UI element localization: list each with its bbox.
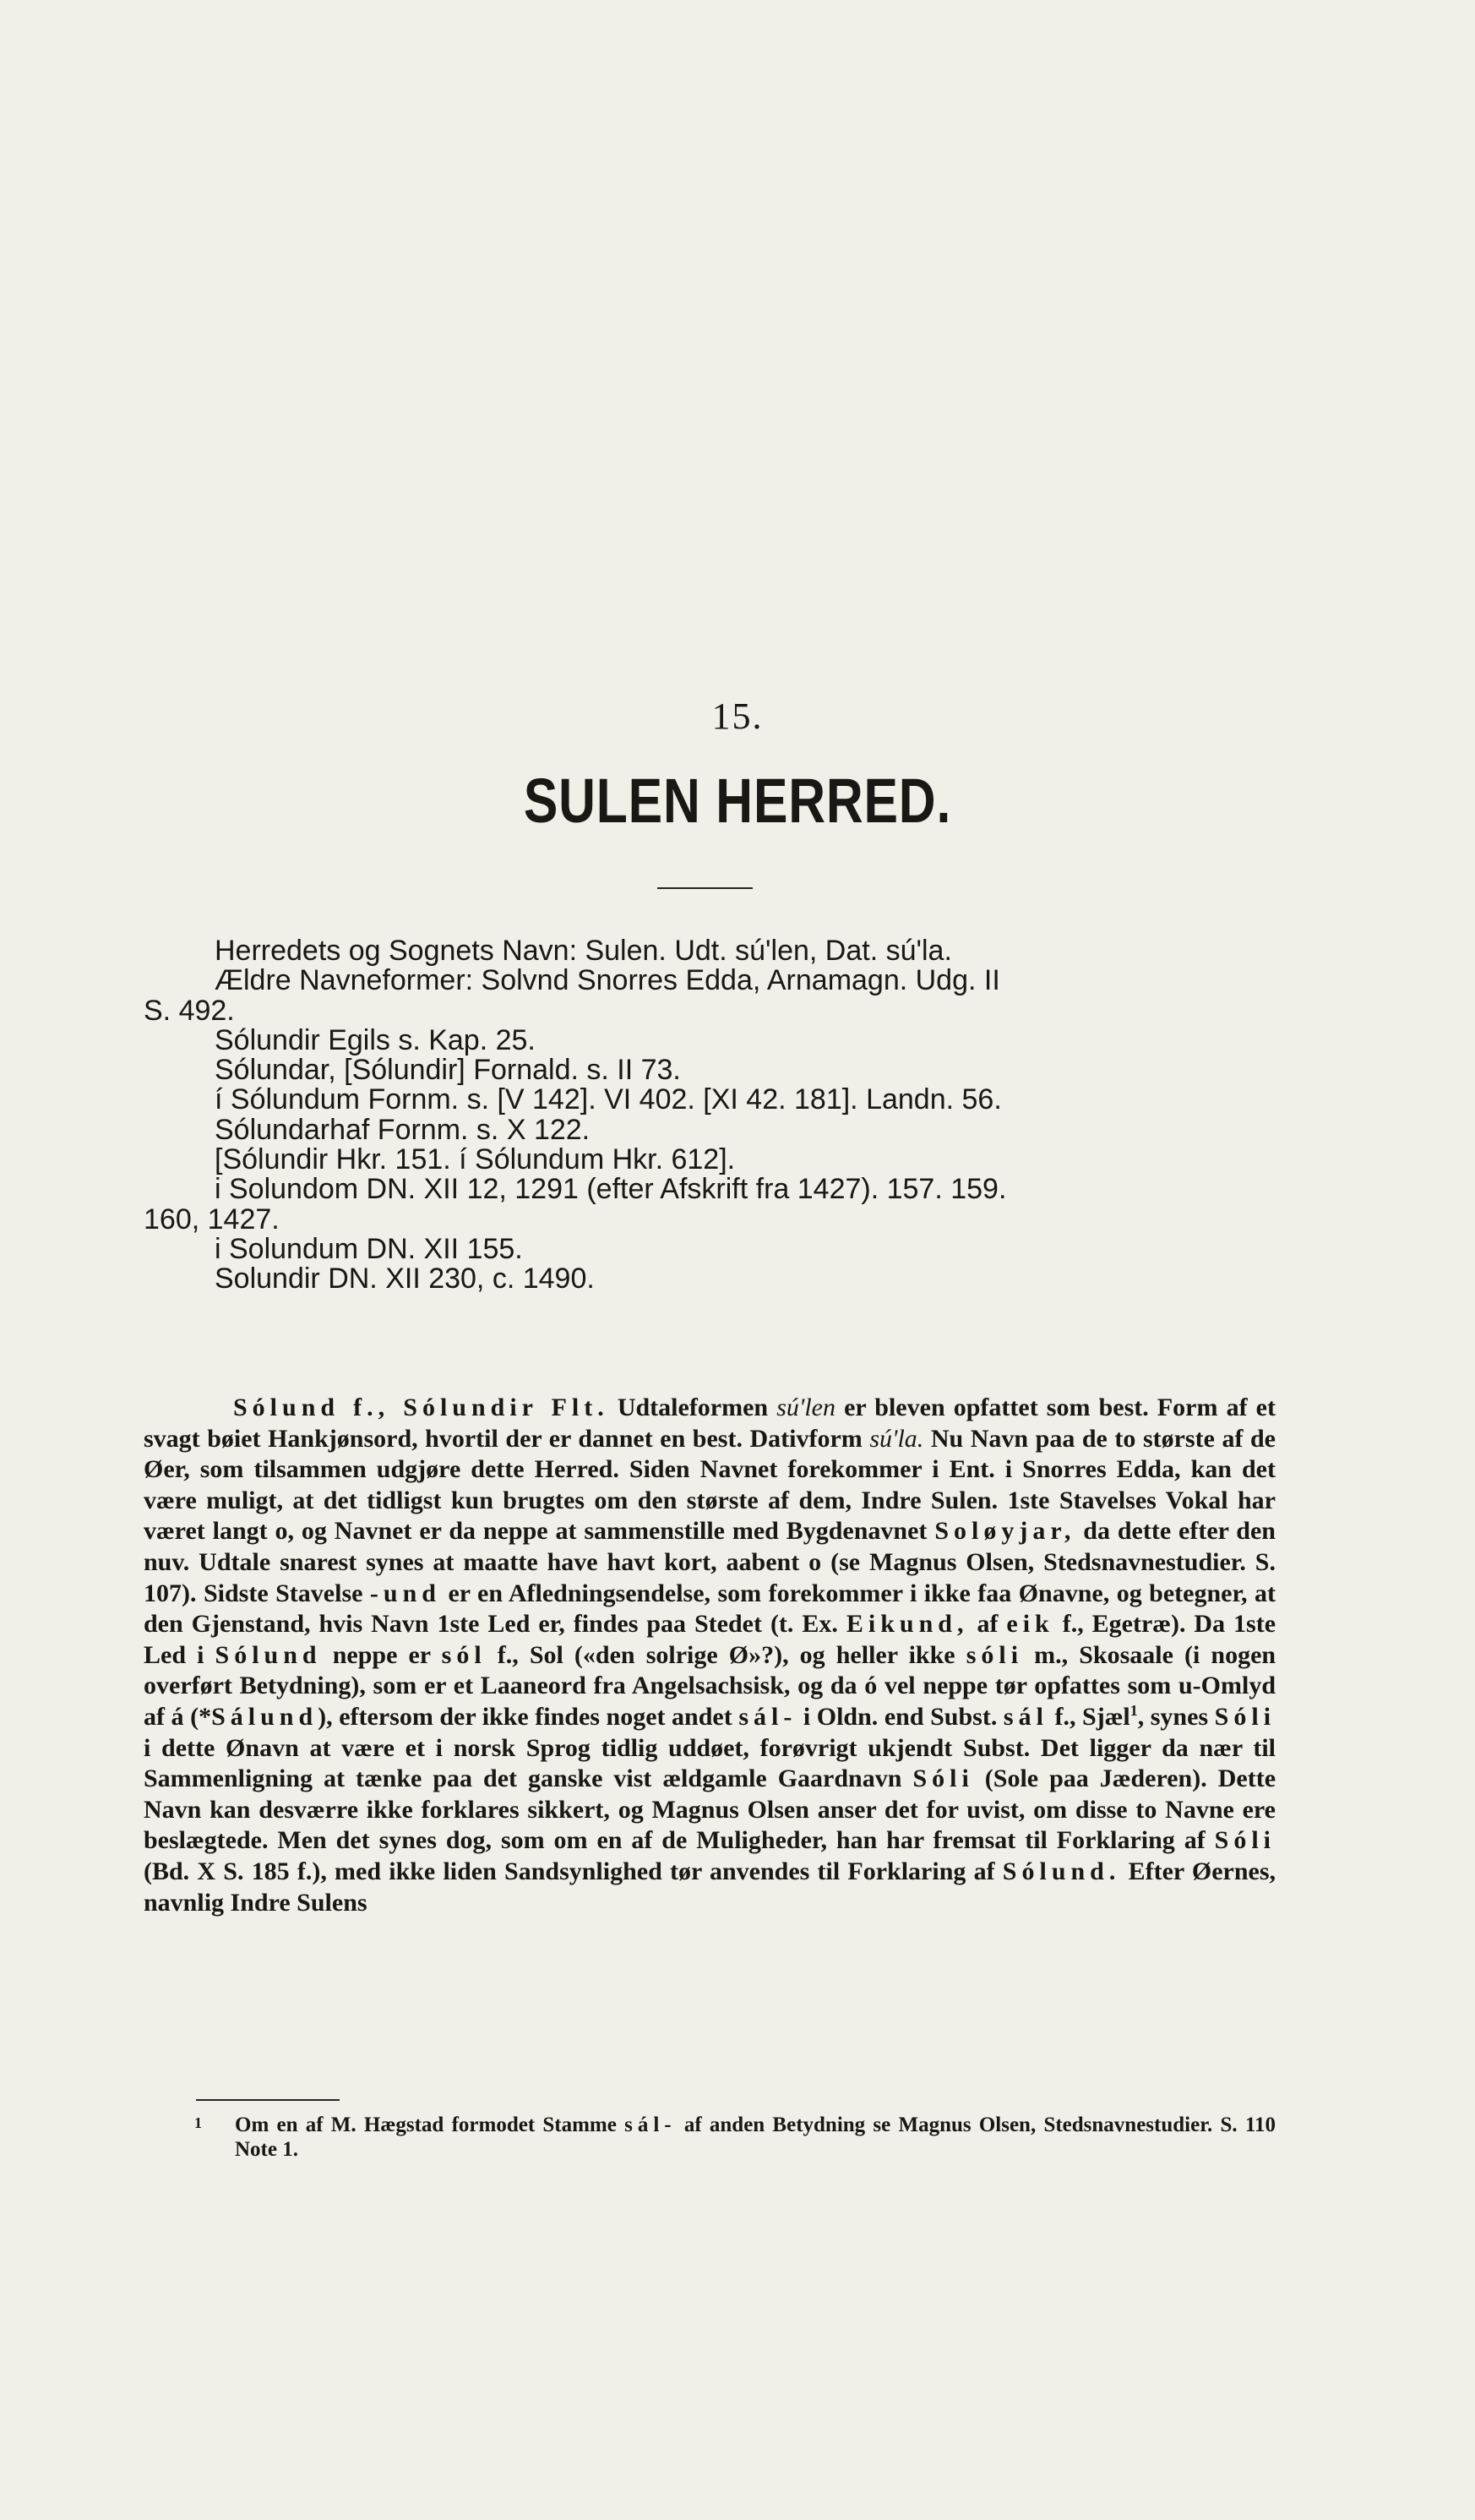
forms-line: S. 492. (144, 994, 235, 1027)
footnote-divider (196, 2099, 340, 2101)
forms-line: Herredets og Sognets Navn: Sulen. Udt. sú'len, Dat. sú'la. (215, 935, 952, 967)
text-run: Udtaleformen (617, 1394, 769, 1421)
spaced-term: sóli (966, 1640, 1024, 1669)
italic-term: sú'len (776, 1394, 835, 1421)
text-run: er bleven opfattet som best. Form af et svagt bøiet Hankjønsord, hvortil der er dannet en best. Dativform (144, 1394, 1276, 1453)
title-divider (657, 887, 753, 889)
forms-line: Sólundarhaf Fornm. s. X 122. (215, 1113, 591, 1146)
forms-line: Sólundar, [Sólundir] Fornald. s. II 73. (215, 1054, 681, 1087)
body-text (144, 1393, 1276, 1918)
spaced-term: -und (369, 1579, 441, 1607)
forms-line: [Sólundir Hkr. 151. í Sólundum Hkr. 612]. (215, 1143, 736, 1176)
spaced-term: Sólund (215, 1640, 322, 1669)
text-run: er en Afledningsendelse, som forekommer i ikke faa Ønavne, og betegner, at den Gjenstand, hvis Navn 1ste Led er, findes paa Stedet (t. Ex. (144, 1579, 1276, 1639)
text-run: af (977, 1610, 999, 1639)
forms-line: Ældre Navneformer: Solvnd Snorres Edda, Arnamagn. Udg. II (215, 964, 1000, 997)
spaced-term: sál- (624, 2114, 677, 2136)
spaced-term: Sóli (912, 1765, 974, 1793)
text-run: (Bd. X S. 185 f.), med ikke liden Sandsynlighed tør anvendes til Forklaring af (144, 1857, 995, 1885)
name-forms-list (144, 936, 1276, 1295)
forms-line: 160, 1427. (144, 1203, 280, 1235)
spaced-term: Sólund. (1002, 1857, 1121, 1885)
footnote-text (196, 2113, 1276, 2162)
text-run: ), eftersom der ikke findes noget andet (318, 1702, 732, 1731)
forms-line: í Sólundum Fornm. s. [V 142]. VI 402. [XI 42. 181]. Landn. 56. (215, 1083, 1002, 1116)
text-run: Efter Øernes, navnlig Indre Sulens (144, 1857, 1276, 1917)
text-run: f., Sjæl (1054, 1702, 1130, 1731)
spaced-term: Sóli (1214, 1702, 1276, 1731)
spaced-term: Sólund f., Sólundir Flt. (233, 1394, 609, 1421)
forms-line: Sólundir Egils s. Kap. 25. (215, 1023, 536, 1056)
text-run: da dette efter den nuv. Udtale snarest synes at maatte have havt kort, aabent o (se Magnus Olsen, Stedsnavnestudier. S. 107). Sidste Stavelse (144, 1517, 1276, 1607)
text-run: neppe er (332, 1640, 431, 1669)
text-run: af anden Betydning se Magnus Olsen, Stedsnavnestudier. S. 110 Note 1. (235, 2114, 1276, 2161)
text-run: i Oldn. end Subst. (803, 1702, 998, 1731)
footnote (196, 2113, 1276, 2162)
spaced-term: sól (441, 1640, 487, 1669)
forms-line: Solundir DN. XII 230, c. 1490. (215, 1263, 595, 1295)
spaced-term: Eikund, (846, 1610, 969, 1639)
forms-line: i Solundom DN. XII 12, 1291 (efter Afskrift fra 1427). 157. 159. (215, 1173, 1007, 1206)
text-run: , synes (1137, 1702, 1209, 1731)
chapter-number: 15. (711, 695, 764, 737)
spaced-term: Sálund (211, 1702, 318, 1731)
body-paragraph (144, 1393, 1276, 1918)
spaced-term: sál (1003, 1702, 1048, 1731)
footnote-mark: 1 (194, 2114, 202, 2131)
text-run: i dette Ønavn at være et i norsk Sprog tidlig uddøet, forøvrigt ukjendt Subst. Det ligger da nær til Sammenligning at tænke paa det ganske vist ældgamle Gaardnavn (144, 1733, 1276, 1793)
text-run: m., Skosaale (i nogen overført Betydning), som er et Laaneord fra Angelsachsisk, og da ó vel neppe tør opfattes som u-Omlyd af á (* (144, 1640, 1276, 1731)
text-run: f., Egetræ). Da 1ste Led i (144, 1610, 1276, 1669)
spaced-term: Sóli (1214, 1826, 1276, 1855)
forms-line: i Solundum DN. XII 155. (215, 1232, 523, 1265)
spaced-term: Soløyjar, (934, 1517, 1076, 1546)
text-run: Om en af M. Hægstad formodet Stamme (235, 2114, 617, 2136)
italic-term: sú'la. (869, 1424, 924, 1453)
text-run: (Sole paa Jæderen). Dette Navn kan desværre ikke forklares sikkert, og Magnus Olsen anser det for uvist, om disse to Navne ere beslægtede. Men det synes dog, som om en af de Muligheder, han har fremsat til Forklaring af (144, 1765, 1276, 1855)
spaced-term: sál- (738, 1702, 797, 1731)
text-run: f., Sol («den solrige Ø»?), og heller ikke (497, 1640, 955, 1669)
page-title: SULEN HERRED. (523, 766, 952, 836)
footnote-ref: 1 (1129, 1701, 1138, 1719)
spaced-term: eik (1006, 1610, 1054, 1639)
text-run: Nu Navn paa de to største af de Øer, som tilsammen udgjøre dette Herred. Siden Navnet forekommer i Ent. i Snorres Edda, kan det være muligt, at det tidligst kun brugtes om den største af dem, Indre Sulen. 1ste Stavelses Vokal har været langt o, og Navnet er da neppe at sammenstille med Bygdenavnet (144, 1424, 1276, 1546)
